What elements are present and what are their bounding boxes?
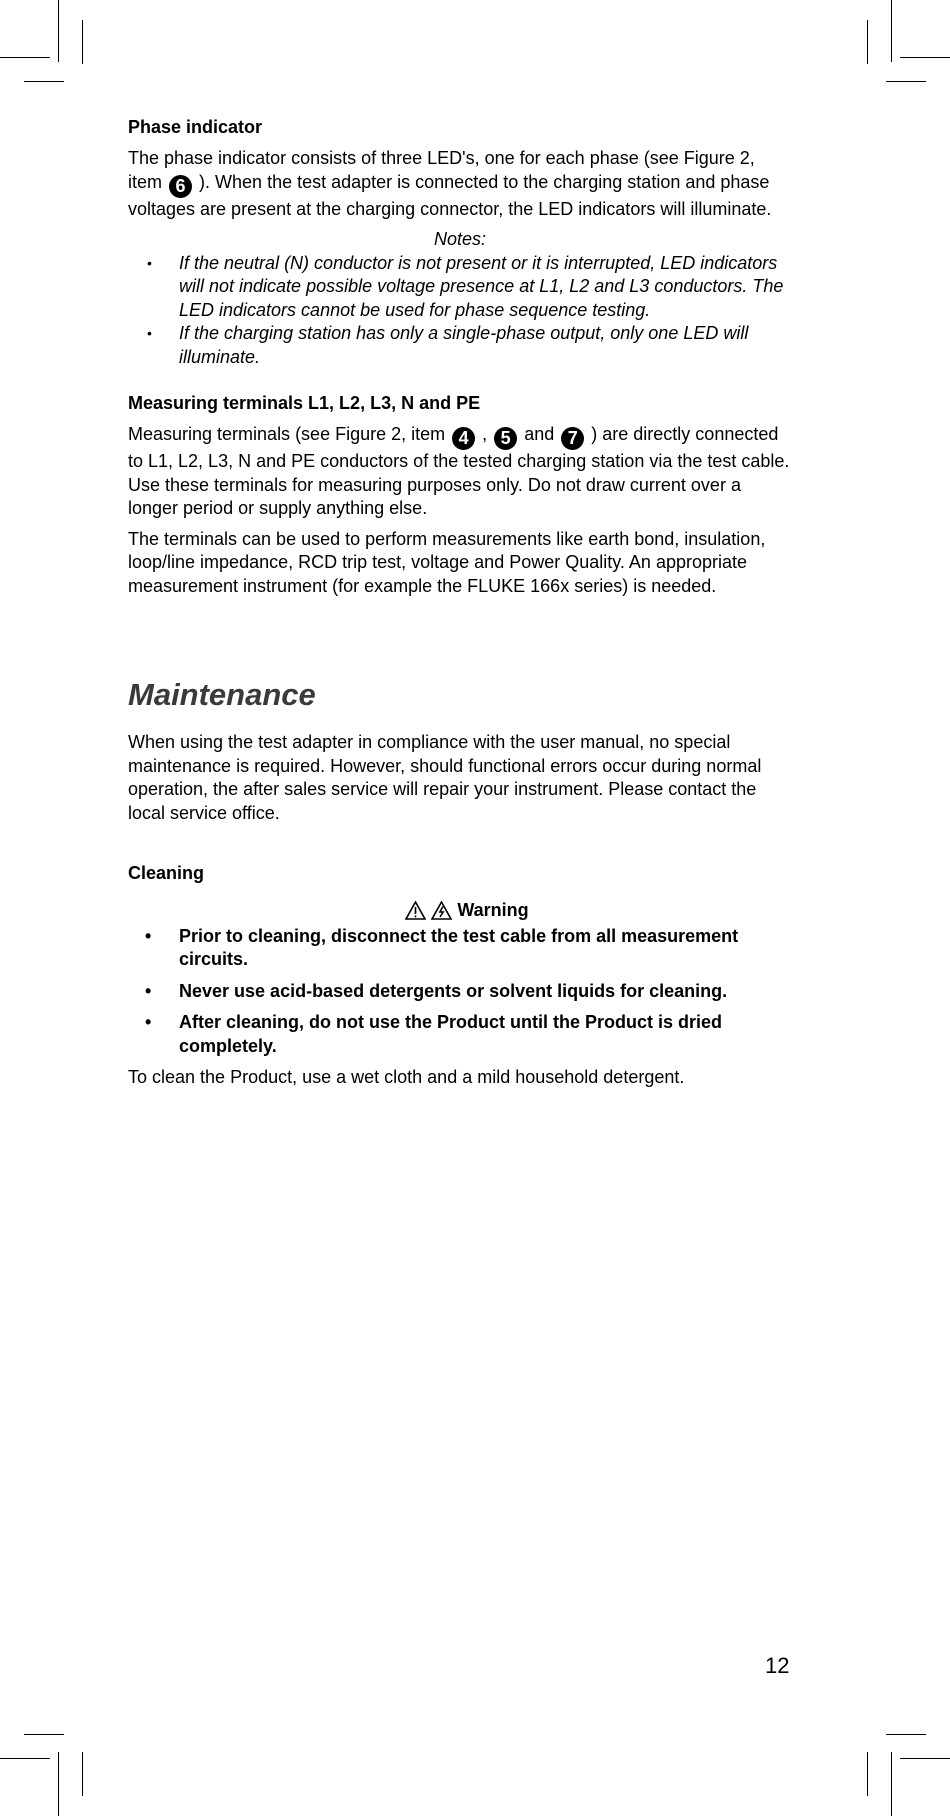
crop-mark [886,1734,926,1735]
shock-hazard-icon [431,901,452,920]
crop-mark [867,20,868,64]
cleaning-paragraph: To clean the Product, use a wet cloth and a mild household detergent. [128,1067,685,1087]
warning-label: Warning [457,900,529,920]
phase-indicator-text-2: ). When the test adapter is connected to the charging station and phase voltages are present at the charging connector, the LED indicators will illuminate. [128,171,772,219]
warning-item: • Prior to cleaning, disconnect the test cable from all measurement circuits. [128,925,792,972]
phase-indicator-text-1: The phase indicator consists of three LED's, one for each phase (see Figure 2, item [128,148,755,192]
crop-mark [891,1752,892,1816]
measuring-text-2: ) are directly connected to L1, L2, L3, N and PE conductors of the tested charging station via the test cable. Use these terminals for measuring purposes only. Do not draw current over a longer period or supply anything else. [128,424,790,518]
separator-text: and [524,424,555,444]
item-number-badge: 5 [494,427,517,450]
warning-list [128,925,792,1059]
item-number-badge: 6 [169,175,192,198]
phase-indicator-paragraph [128,147,792,221]
crop-mark [900,57,950,58]
measuring-text-1: Measuring terminals (see Figure 2, item [128,424,446,444]
item-number-badge: 4 [452,427,475,450]
note-item: • If the charging station has only a single-phase output, only one LED will illuminate. [128,322,792,369]
maintenance-heading: Maintenance [128,677,316,712]
page-number: 12 [765,1653,790,1678]
crop-mark [0,1758,50,1759]
crop-mark [0,57,50,58]
warning-header [128,899,792,923]
warning-triangle-icon [405,901,426,920]
crop-mark [867,1752,868,1796]
item-number-badge: 7 [561,427,584,450]
notes-list [128,252,792,370]
notes-title: Notes: [433,229,487,249]
crop-mark [82,20,83,64]
crop-mark [24,1734,64,1735]
separator-text: , [482,424,488,444]
crop-mark [58,1752,59,1816]
measuring-terminals-paragraph-2: The terminals can be used to perform measurements like earth bond, insulation, loop/line impedance, RCD trip test, voltage and Power Quality. An appropriate measurement instrument (for example the FLUKE 166x series) is needed. [128,528,766,596]
crop-mark [900,1758,950,1759]
phase-indicator-heading: Phase indicator [128,117,263,137]
note-item: • If the neutral (N) conductor is not present or it is interrupted, LED indicators will not indicate possible voltage presence at L1, L2 and L3 conductors. The LED indicators cannot be used for phase sequence testing. [128,252,792,323]
crop-mark [886,81,926,82]
measuring-terminals-heading: Measuring terminals L1, L2, L3, N and PE [128,393,481,413]
measuring-terminals-paragraph [128,423,792,521]
crop-mark [24,81,64,82]
maintenance-paragraph: When using the test adapter in compliance with the user manual, no special maintenance is required. However, should functional errors occur during normal operation, the after sales service will repair your instrument. Please contact the local service office. [128,732,762,823]
crop-mark [891,0,892,62]
warning-item: • After cleaning, do not use the Product until the Product is dried completely. [128,1011,792,1058]
page-content [128,115,792,1097]
warning-item: • Never use acid-based detergents or solvent liquids for cleaning. [128,980,792,1004]
cleaning-heading: Cleaning [128,863,205,883]
crop-mark [82,1752,83,1796]
crop-mark [58,0,59,62]
